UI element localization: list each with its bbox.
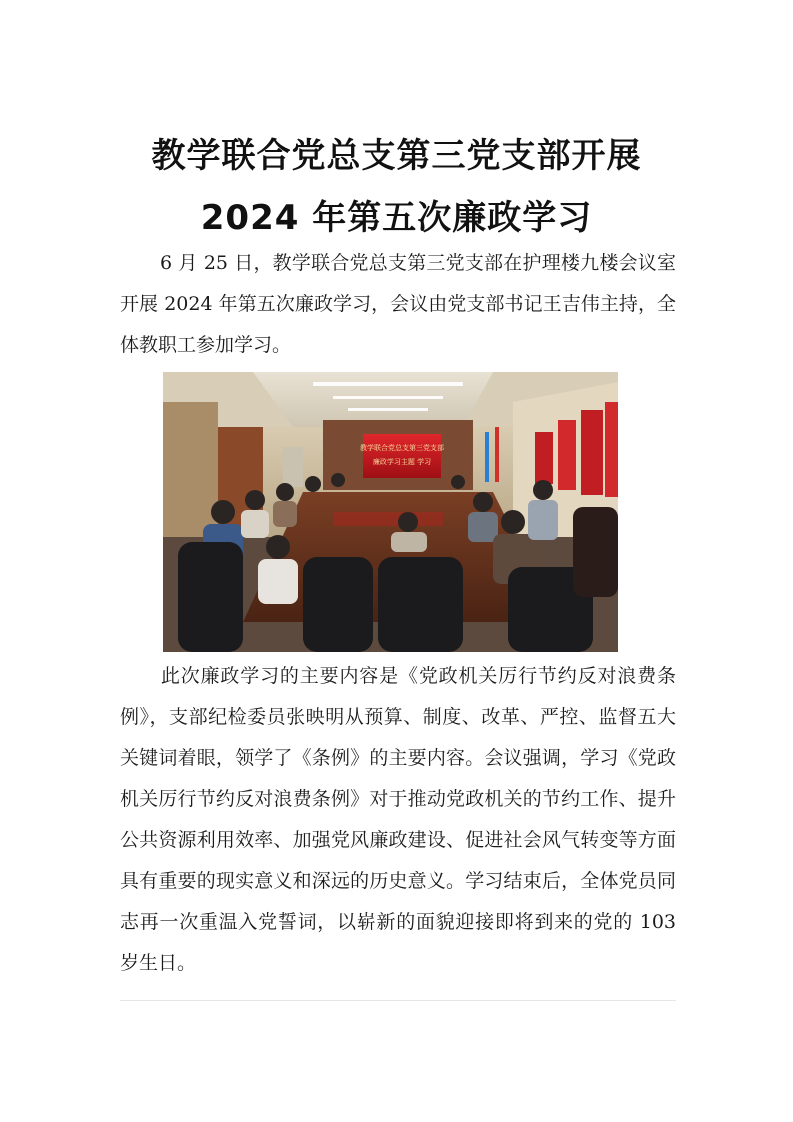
- meeting-photo: [163, 372, 618, 652]
- document-title-line-2: 2024 年第五次廉政学习: [200, 198, 593, 238]
- meeting-room-photo: [163, 372, 618, 652]
- footer-divider: [120, 1000, 676, 1001]
- intro-paragraph: [120, 243, 676, 366]
- intro-paragraph-text: 6 月 25 日，教学联合党总支第三党支部在护理楼九楼会议室开展 2024 年第五次廉政学习，会议由党支部书记王吉伟主持，全体教职工参加学习。: [120, 252, 676, 356]
- content-paragraph: [120, 656, 676, 984]
- document-title-line-1: 教学联合党总支第三党支部开展: [151, 136, 642, 176]
- screen-text-2: 廉政学习主题 学习: [372, 458, 432, 466]
- content-paragraph-text: 此次廉政学习的主要内容是《党政机关厉行节约反对浪费条例》，支部纪检委员张映明从预算、制度、改革、严控、监督五大关键词着眼，领学了《条例》的主要内容。会议强调，学习《党政机关厉行节约反对浪费条例》对于推动党政机关的节约工作、提升公共资源利用效率、加强党风廉政建设、促进社会风气转变等方面具有重要的现实意义和深远的历史意义。学习结束后，全体党员同志再一次重温入党誓词，以崭新的面貌迎接即将到来的党的 103 岁生日。: [120, 665, 676, 974]
- screen-text-1: 教学联合党总支第三党支部: [360, 444, 444, 452]
